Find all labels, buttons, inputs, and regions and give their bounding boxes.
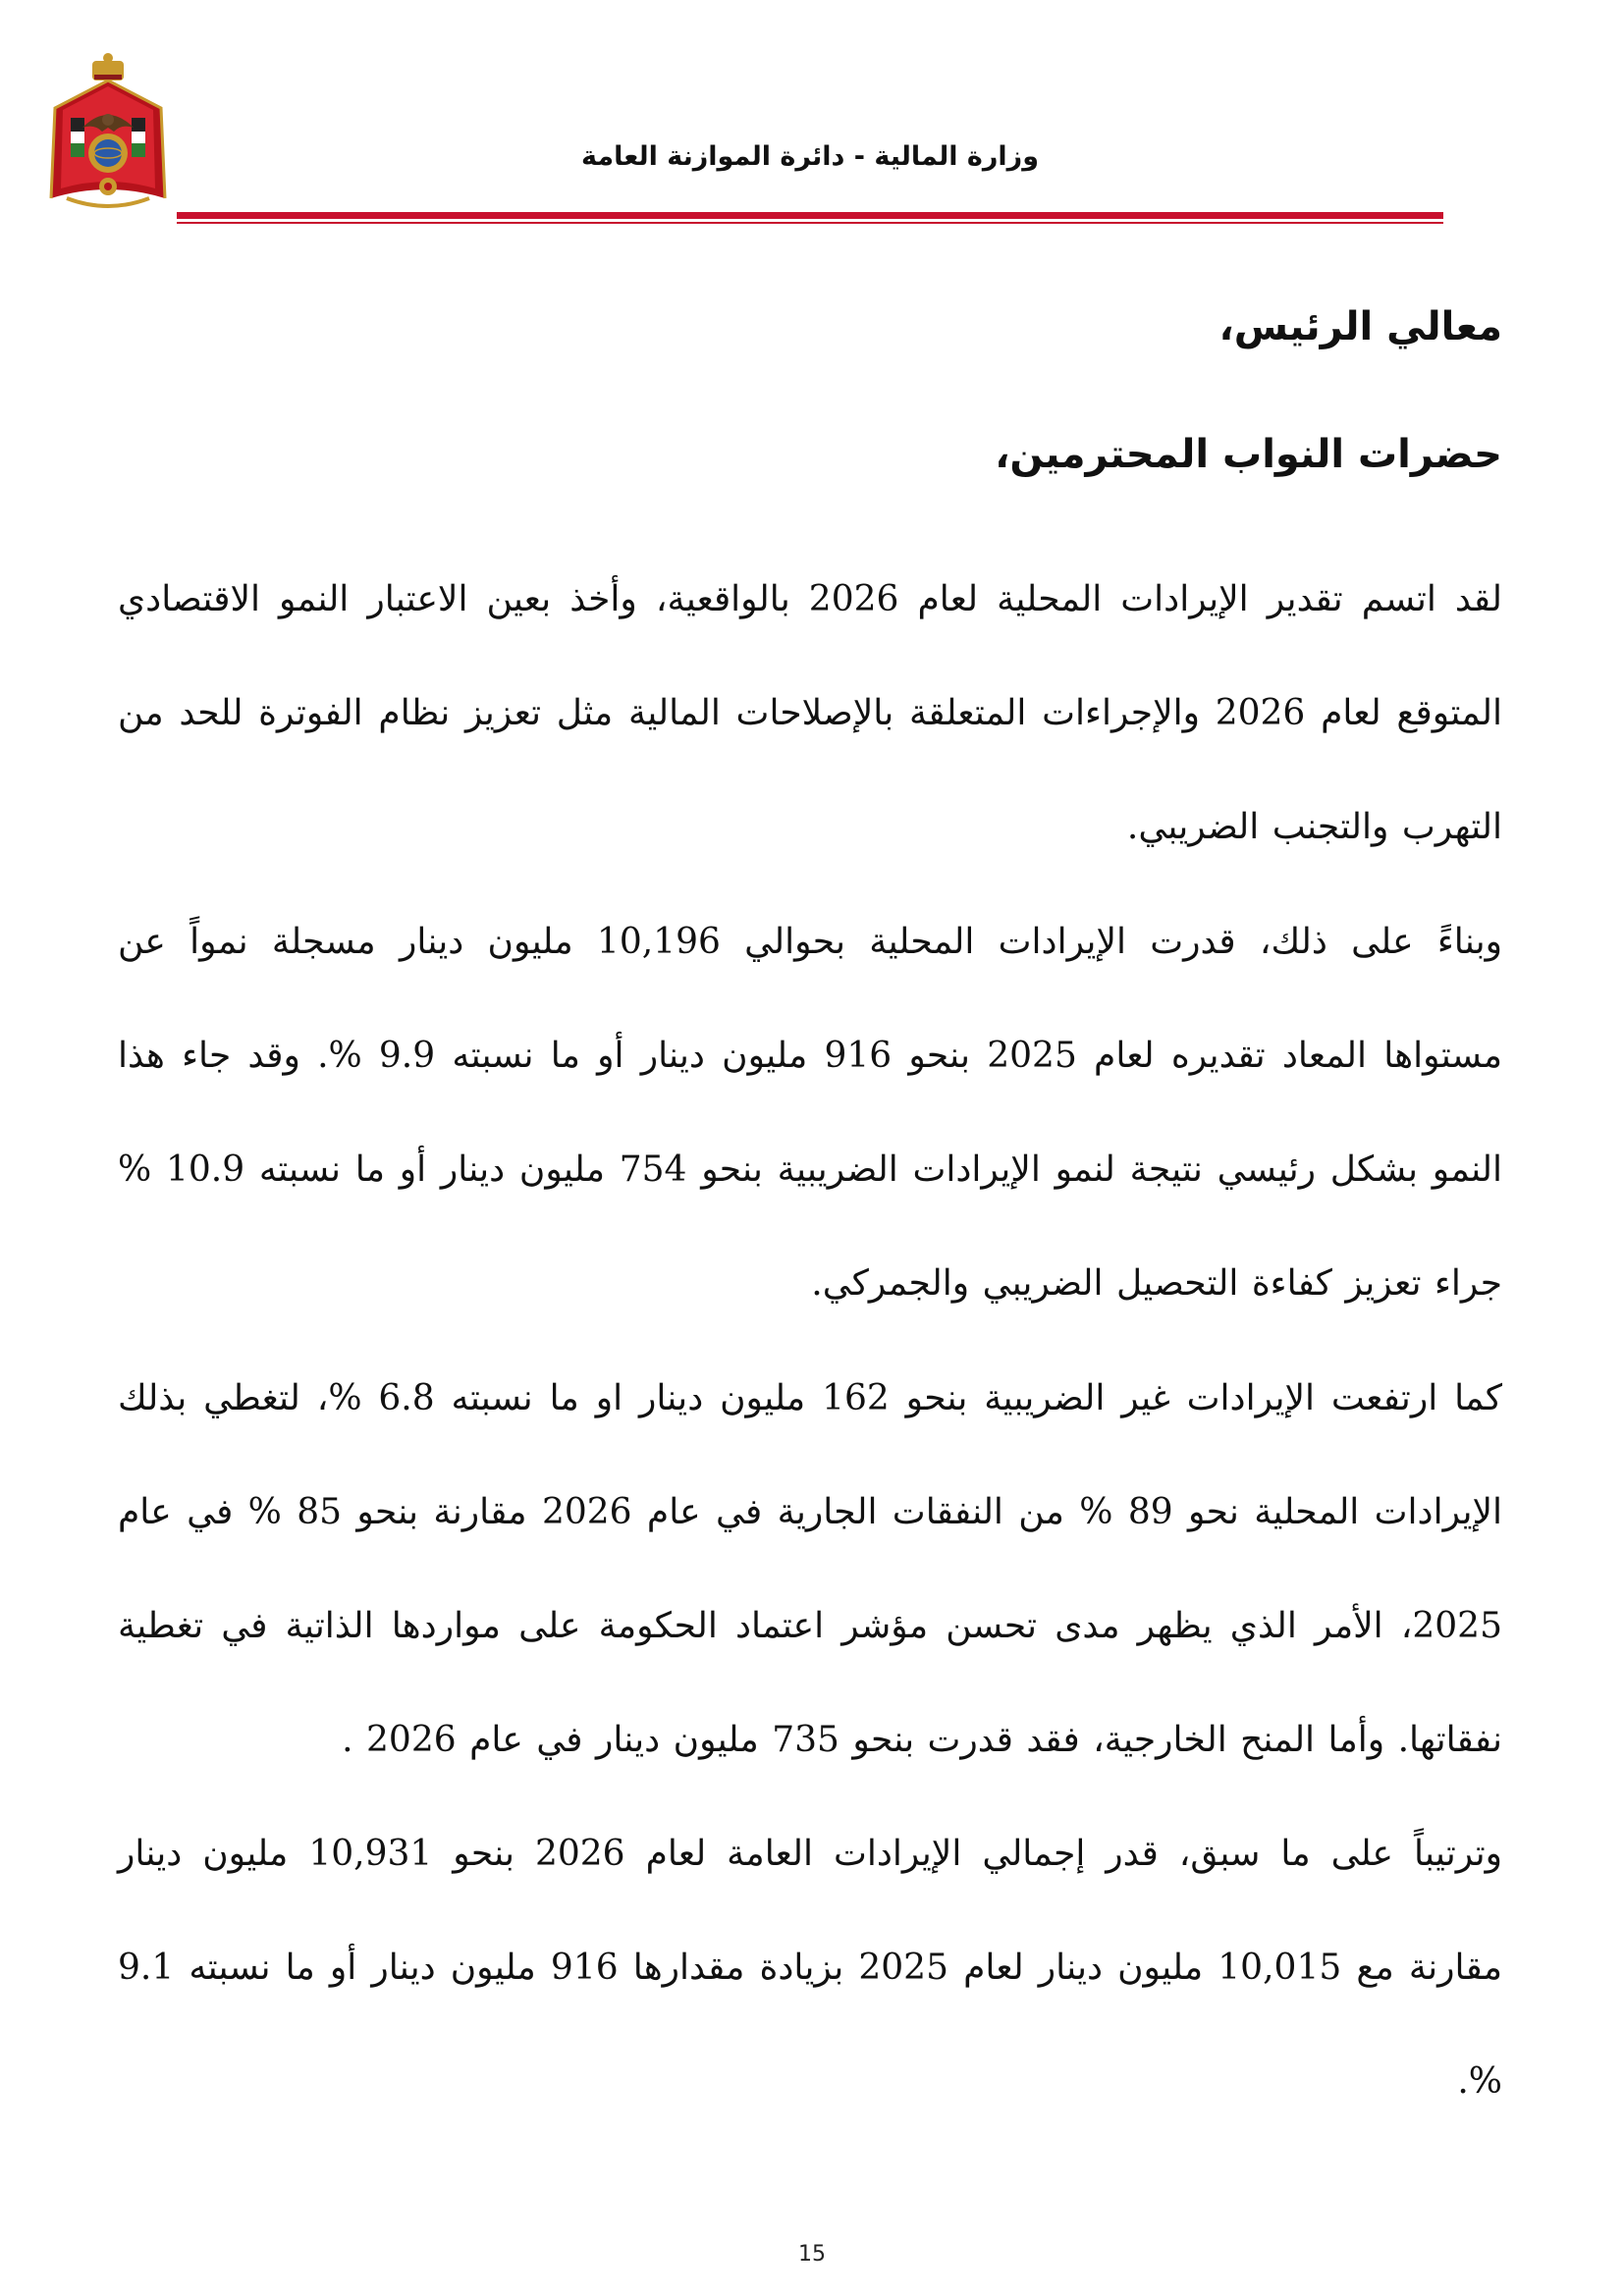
paragraph-revenue-estimate: لقد اتسم تقدير الإيرادات المحلية لعام 2026 بالواقعية، وأخذ بعين الاعتبار النمو الاقتصادي المتوقع لعام 2026 والإجراءات المتعلقة بالإصلاحات المالية مثل تعزيز نظام الفوترة للحد من التهرب والتجنب الضريبي. [118,579,1503,847]
jordan-coat-of-arms-icon [43,51,173,218]
paragraph-non-tax-revenue: كما ارتفعت الإيرادات غير الضريبية بنحو 162 مليون دينار او ما نسبته 6.8 %، لتغطي بذلك الإيرادات المحلية نحو 89 % من النفقات الجارية في عام 2026 مقارنة بنحو 85 % في عام 2025، الأمر الذي يظهر مدى تحسن مؤشر اعتماد الحكومة على مواردها الذاتية في تغطية نفقاتها. وأما المنح الخارجية، فقد قدرت بنحو 735 مليون دينار في عام 2026 . [118,1378,1502,1760]
header-rule-thin [177,222,1443,224]
ministry-header-title: وزارة المالية - دائرة الموازنة العامة [580,141,1039,172]
greeting-president: معالي الرئيس، [1218,304,1502,349]
page-number: 15 [798,2242,826,2267]
paragraph-total-revenue: وترتيباً على ما سبق، قدر إجمالي الإيرادات العامة لعام 2026 بنحو 10,931 مليون دينار مقارنة مع 10,015 مليون دينار لعام 2025 بزيادة مقدارها 916 مليون دينار أو ما نسبته 9.1 %. [118,1834,1503,2102]
greeting-deputies: حضرات النواب المحترمين، [995,432,1502,477]
header-rule-thick [177,212,1443,219]
paragraph-domestic-revenue: وبناءً على ذلك، قدرت الإيرادات المحلية بحوالي 10,196 مليون دينار مسجلة نمواً عن مستواها المعاد تقديره لعام 2025 بنحو 916 مليون دينار أو ما نسبته 9.9 %. وقد جاء هذا النمو بشكل رئيسي نتيجة لنمو الإيرادات الضريبية بنحو 754 مليون دينار أو ما نسبته 10.9 % جراء تعزيز كفاءة التحصيل الضريبي والجمركي. [118,922,1503,1304]
